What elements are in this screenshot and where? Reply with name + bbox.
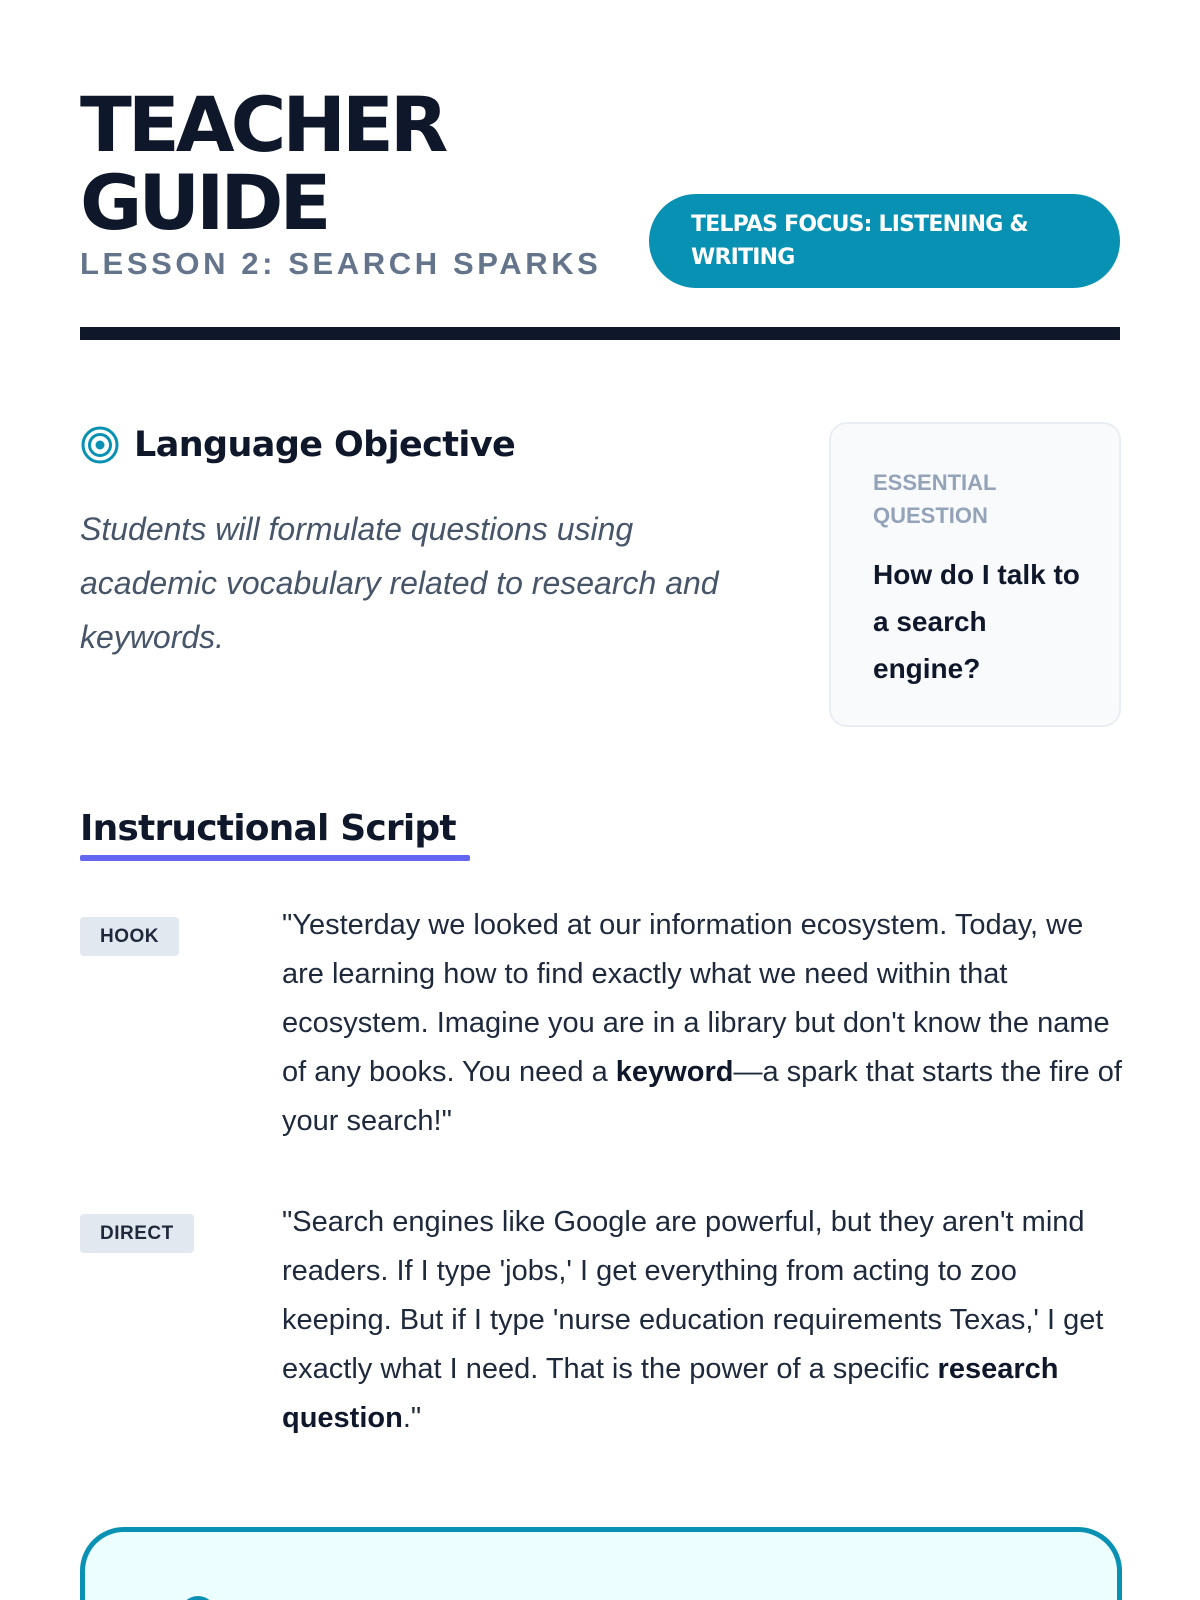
- telpas-focus-badge: [649, 194, 1120, 288]
- hook-text-start: "Yesterday we looked at our information ecosystem. Today, we are learning how to find exactly what we need within that ecosystem. Imagine you are in a library but don't know the name of any books. You need a: [282, 909, 1110, 1088]
- hook-text-end: —a spark that starts the fire of your search!": [282, 1056, 1122, 1137]
- direct-tag: DIRECT: [80, 1214, 194, 1253]
- hook-paragraph: [282, 901, 1127, 1146]
- essential-question-text: How do I talk to a search engine?: [873, 559, 1080, 684]
- objective-title: Language Objective: [134, 425, 516, 465]
- direct-paragraph: [282, 1198, 1127, 1443]
- essential-question-card: [829, 422, 1121, 727]
- header-divider: [80, 327, 1120, 340]
- callout-icon: [180, 1596, 216, 1600]
- target-icon: [80, 425, 120, 465]
- script-title-underline: [80, 855, 470, 861]
- page-header: [80, 80, 1120, 341]
- callout-box: [80, 1527, 1122, 1600]
- direct-text-end: .": [402, 1402, 422, 1434]
- page-title-line1: TEACHER: [80, 80, 445, 169]
- objective-heading: [80, 425, 515, 465]
- telpas-focus-line2: WRITING: [691, 245, 795, 270]
- page-title-line2: GUIDE: [80, 158, 328, 247]
- hook-keyword: keyword: [615, 1056, 734, 1088]
- direct-text-start: "Search engines like Google are powerful, but they aren't mind readers. If I type 'jobs,' I get everything from acting to zoo keeping. But if I type 'nurse education requirements Texas,' I get exactly what I need. That is the power of a specific: [282, 1206, 1104, 1385]
- telpas-focus-line1: TELPAS FOCUS: LISTENING &: [691, 212, 1028, 237]
- essential-question-label: ESSENTIAL QUESTION: [873, 470, 997, 528]
- hook-tag: HOOK: [80, 917, 179, 956]
- script-title: Instructional Script: [80, 808, 456, 849]
- direct-keyword: research question: [282, 1353, 1059, 1434]
- lesson-subtitle: LESSON 2: SEARCH SPARKS: [80, 246, 602, 281]
- objective-text: Students will formulate questions using academic vocabulary related to research and keywords.: [80, 511, 719, 655]
